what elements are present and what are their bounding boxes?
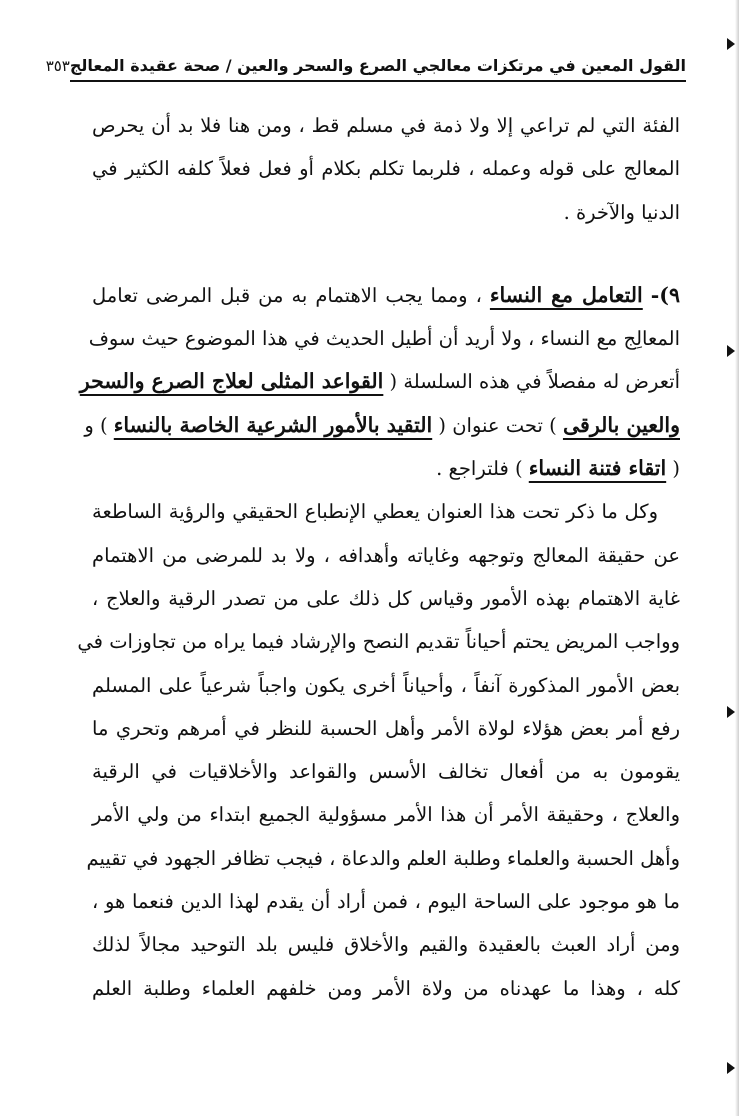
text-line <box>79 360 680 403</box>
text-line: الفئة التي لم تراعي إلا ولا ذمة في مسلم قط ، ومن هنا فلا بد أن يحرص <box>92 114 680 137</box>
text-line: غاية الاهتمام بهذه الأمور وقياس كل ذلك على من تصدر الرقية والعلاج ، <box>92 586 680 610</box>
text-line: المعالِج مع النساء ، ولا أريد أن أطيل الحديث في هذا الموضوع حيث سوف <box>88 327 680 351</box>
scan-margin-mark <box>727 1062 735 1074</box>
header-rule <box>70 80 686 82</box>
text-line: الدنيا والآخرة . <box>563 200 680 224</box>
item-heading: التعامل مع النساء <box>489 282 643 307</box>
text-span: ) تحت عنوان ( <box>438 413 557 437</box>
text-line: المعالج على قوله وعمله ، فلربما تكلم بكلام أو فعل فعلاً كلفه الكثير في <box>92 157 680 181</box>
scan-margin-mark <box>727 38 735 50</box>
text-line: رفع أمر بعض هؤلاء لولاة الأمر وأهل الحسبة للنظر في أمرهم وتحري ما <box>92 716 680 740</box>
text-line: ومن أراد العبث بالعقيدة والقيم والأخلاق فليس بلد التوحيد مجالاً لذلك <box>92 933 680 957</box>
text-span: ) و <box>84 413 108 437</box>
text-line: يقومون به من أفعال تخالف الأسس والقواعد والأخلاقيات في الرقية <box>92 760 680 784</box>
scan-margin-mark <box>727 706 735 718</box>
text-span: أتعرض له مفصلاً في هذه السلسلة ( <box>389 370 680 394</box>
paragraph-gap <box>92 234 680 274</box>
scan-margin-mark <box>727 345 735 357</box>
text-line: عن حقيقة المعالج وتوجهه وغاياته وأهدافه ، ولا بد للمرضى من الاهتمام <box>92 543 680 567</box>
body-text <box>77 104 681 1010</box>
item-number: ٩)- <box>650 282 681 307</box>
text-line: وأهل الحسبة والعلماء وطلبة العلم والدعاة ، فيجب تظافر الجهود في تقييم <box>86 846 680 870</box>
text-line <box>92 447 680 490</box>
chapter-title: التقيد بالأمور الشرعية الخاصة بالنساء <box>113 412 433 437</box>
series-title-part-2: والعين بالرقى <box>562 412 680 437</box>
text-span: ( <box>672 457 680 481</box>
text-line <box>92 274 680 317</box>
page-number: ٣٥٣ <box>45 57 70 75</box>
series-title-part-1: القواعد المثلى لعلاج الصرع والسحر <box>79 369 384 394</box>
page-header <box>45 40 686 76</box>
text-line: وواجب المريض يحتم أحياناً تقديم النصح والإرشاد فيما يراه من تجاوزات في <box>77 630 680 654</box>
text-line: والعلاج ، وحقيقة الأمر أن هذا الأمر مسؤولية الجميع ابتداء من ولي الأمر <box>92 803 680 827</box>
text-span: ، ومما يجب الاهتمام به من قبل المرضى تعامل <box>92 283 482 307</box>
text-line: كله ، وهذا ما عهدناه من ولاة الأمر ومن خلفهم العلماء وطلبة العلم <box>92 976 680 1000</box>
text-line: بعض الأمور المذكورة آنفاً ، وأحياناً أخرى يكون واجباً شرعياً على المسلم <box>92 673 680 697</box>
running-title: القول المعين في مرتكزات معالجي الصرع والسحر والعين / صحة عقيدة المعالج <box>69 56 686 75</box>
text-line <box>84 404 680 447</box>
text-span: ) فلتراجع . <box>436 457 523 481</box>
text-line: ما هو موجود على الساحة اليوم ، فمن أراد أن يقدم لهذا الدين فنعما هو ، <box>92 890 680 914</box>
section-title: اتقاء فتنة النساء <box>528 456 667 481</box>
page-edge-shadow <box>735 0 739 1116</box>
text-line: وكل ما ذكر تحت هذا العنوان يعطي الإنطباع الحقيقي والرؤية الساطعة <box>92 500 658 524</box>
